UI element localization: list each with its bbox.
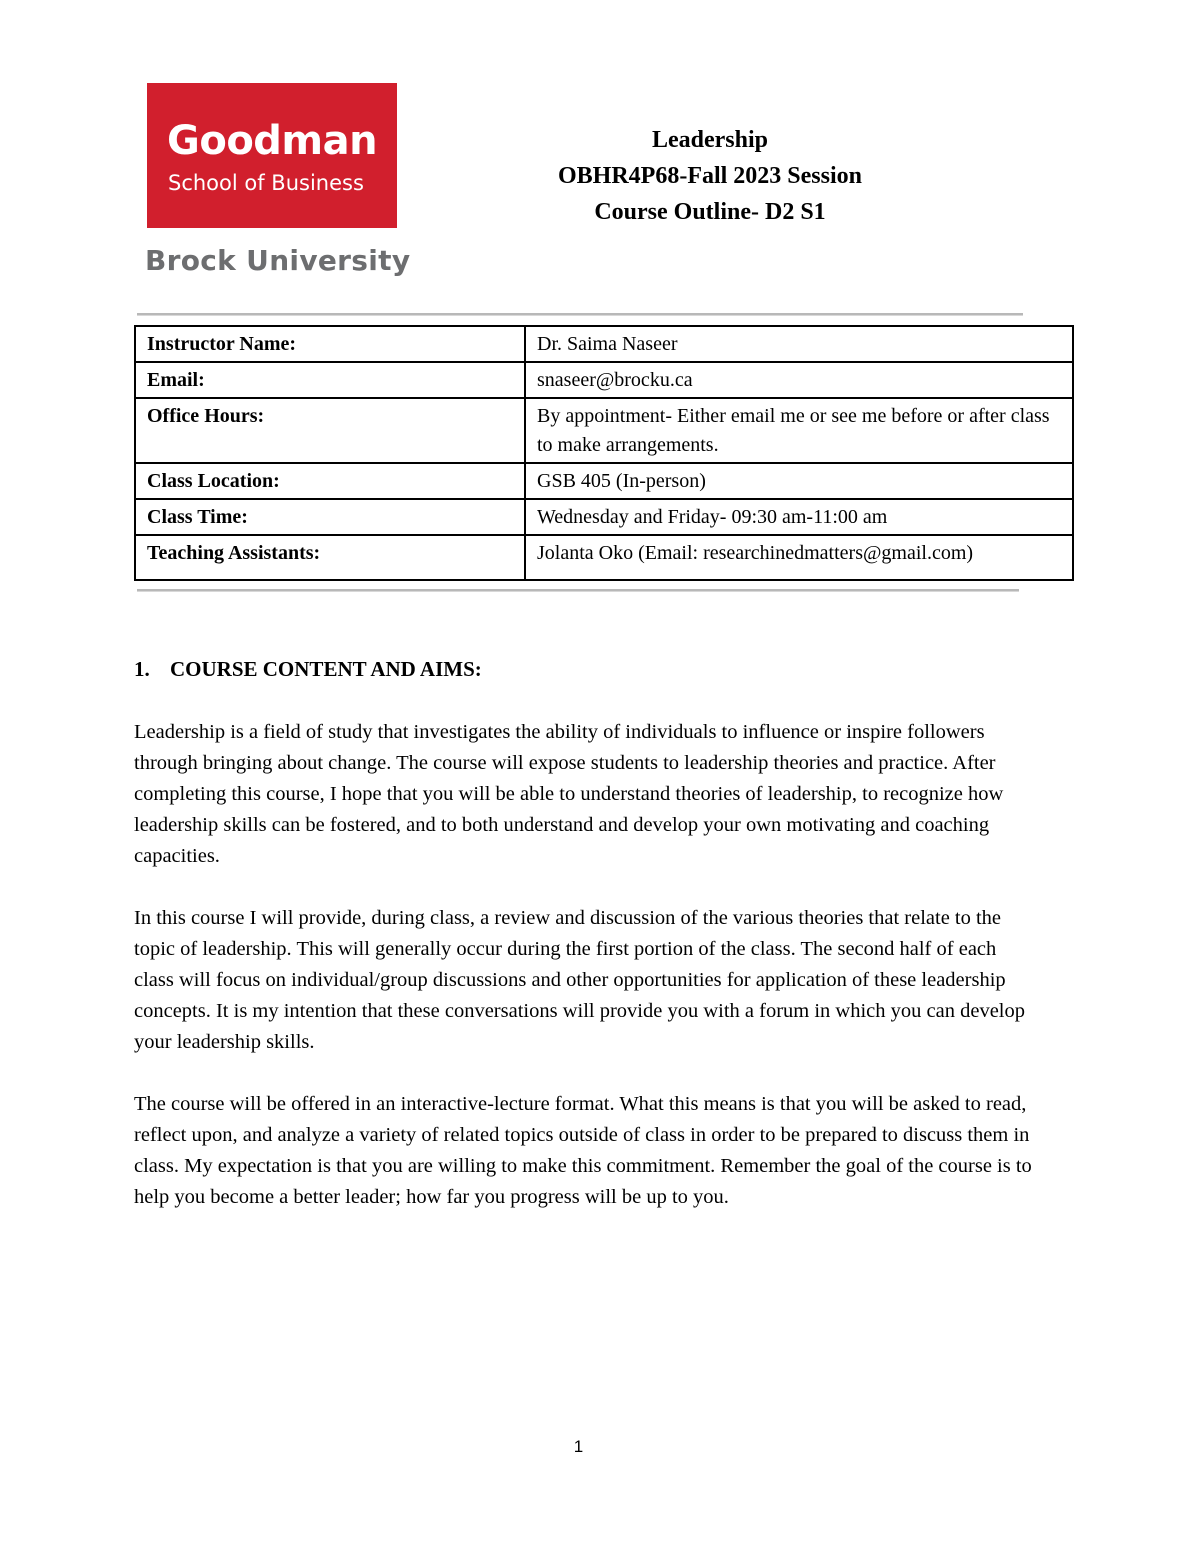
table-row: [135, 535, 1073, 580]
class-time-label: Class Time:: [135, 499, 525, 535]
course-code-session: OBHR4P68-Fall 2023 Session: [557, 163, 863, 189]
section-heading: [134, 655, 482, 683]
email-value: snaseer@brocku.ca: [525, 362, 1073, 398]
paragraph: The course will be offered in an interactive-lecture format. What this means is that you will be asked to read, reflect upon, and analyze a variety of related topics outside of class in order to be prepared to discuss them in class. My expectation is that you are willing to make this commitment. Remember the goal of the course is to help you become a better leader; how far you progress will be up to you.: [134, 1093, 1032, 1208]
goodman-logo: [147, 83, 397, 228]
teaching-assistants-label: Teaching Assistants:: [135, 535, 525, 580]
paragraph: In this course I will provide, during class, a review and discussion of the various theories that relate to the topic of leadership. This will generally occur during the first portion of the class. The second half of each class will focus on individual/group discussions and other opportunities for application of these leadership concepts. It is my intention that these conversations will provide you with a forum in which you can develop your leadership skills.: [134, 907, 1025, 1053]
table-row: [135, 463, 1073, 499]
logo-university-name: Brock University: [145, 244, 411, 277]
class-time-value: Wednesday and Friday- 09:30 am-11:00 am: [525, 499, 1073, 535]
logo-school-subtitle: School of Business: [168, 171, 364, 195]
course-title-block: [510, 122, 910, 230]
office-hours-value: By appointment- Either email me or see me before or after class to make arrangements.: [525, 398, 1073, 463]
table-row: [135, 326, 1073, 362]
email-label: Email:: [135, 362, 525, 398]
course-title: Leadership: [651, 127, 768, 153]
instructor-value: Dr. Saima Naseer: [525, 326, 1073, 362]
table-row: [135, 398, 1073, 463]
paragraph: Leadership is a field of study that investigates the ability of individuals to influence or inspire followers through bringing about change. The course will expose students to leadership theories and practice. After completing this course, I hope that you will be able to understand theories of leadership, to recognize how leadership skills can be fostered, and to both understand and develop your own motivating and coaching capacities.: [134, 721, 1004, 867]
section-title: COURSE CONTENT AND AIMS:: [170, 657, 482, 681]
office-hours-label: Office Hours:: [135, 398, 525, 463]
table-row: [135, 499, 1073, 535]
section-body: [134, 717, 1034, 1244]
class-location-label: Class Location:: [135, 463, 525, 499]
logo-school-name: Goodman: [167, 118, 378, 164]
page-number: 1: [573, 1437, 584, 1456]
course-info-table: [134, 325, 1074, 581]
teaching-assistants-value: Jolanta Oko (Email: researchinedmatters@gmail.com): [525, 535, 1073, 580]
course-outline-label: Course Outline- D2 S1: [594, 199, 826, 225]
top-divider: [137, 313, 1023, 316]
bottom-divider: [137, 589, 1019, 592]
class-location-value: GSB 405 (In-person): [525, 463, 1073, 499]
instructor-label: Instructor Name:: [135, 326, 525, 362]
section-number: 1.: [134, 657, 150, 681]
table-row: [135, 362, 1073, 398]
